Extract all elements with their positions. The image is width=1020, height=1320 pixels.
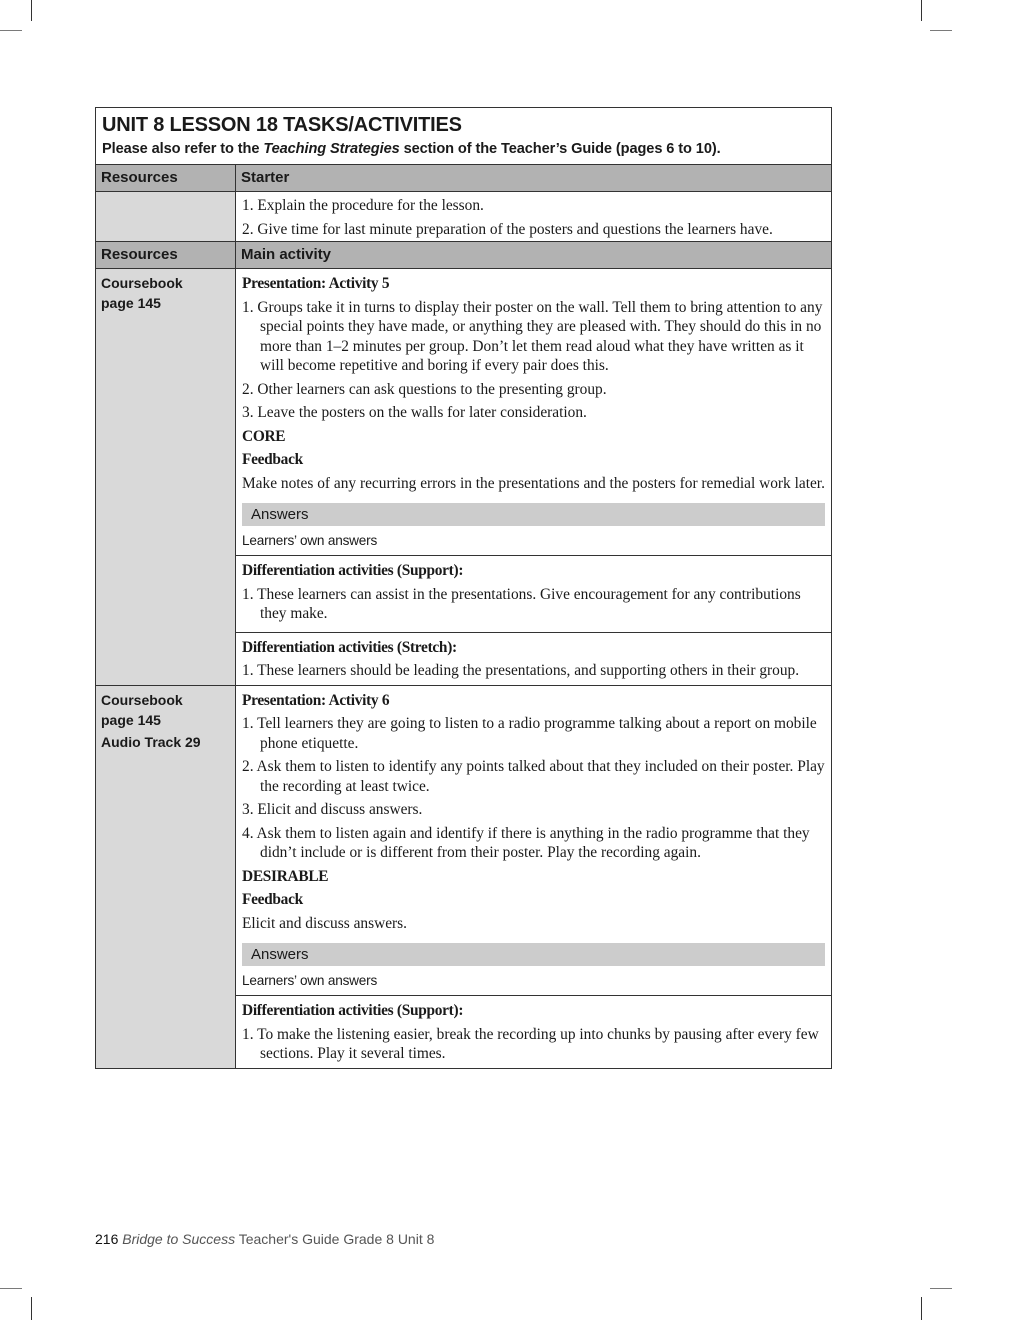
resource-item: page 145 <box>101 295 161 311</box>
level-label: DESIRABLE <box>242 867 329 885</box>
list-item: 3. Leave the posters on the walls for later consideration. <box>242 404 587 421</box>
list-item: 1. Groups take it in turns to display their poster on the wall. Tell them to bring attention to any special points they have made, or anything they are pleased with. They should do this in no more than 1–2 minutes per group. Don’t let them read aloud what they have written as it will become repetitive and boring if every pair does this. <box>242 298 823 374</box>
crop-mark <box>0 1288 22 1289</box>
list-item: 1. These learners should be leading the presentations, and supporting others in their group. <box>242 662 800 679</box>
page-number: 216 <box>95 1231 119 1247</box>
crop-mark <box>921 1297 922 1320</box>
page-subtitle <box>102 138 825 160</box>
answers-bar: Answers <box>242 503 825 526</box>
starter-header: Starter <box>241 169 290 186</box>
title-block <box>96 108 831 165</box>
page-title: UNIT 8 LESSON 18 TASKS/ACTIVITIES <box>102 114 462 136</box>
resource-item: page 145 <box>101 711 161 728</box>
feedback-label: Feedback <box>242 891 303 908</box>
support-label: Differentiation activities (Support): <box>242 562 464 579</box>
activity-heading: Presentation: Activity 6 <box>242 691 390 709</box>
list-item: 3. Elicit and discuss answers. <box>242 801 423 818</box>
list-item: 1. Tell learners they are going to listen to a radio programme talking about a report on mobile phone etiquette. <box>242 715 817 752</box>
crop-mark <box>31 0 32 21</box>
starter-header-row <box>96 165 831 192</box>
starter-block <box>236 192 831 239</box>
resources-header: Resources <box>96 165 236 191</box>
resource-item: Coursebook <box>101 275 183 291</box>
answers-text: Learners’ own answers <box>242 533 378 548</box>
footer-text: Teacher's Guide Grade 8 Unit 8 <box>235 1231 435 1247</box>
crop-mark <box>31 1297 32 1320</box>
activity-heading: Presentation: Activity 5 <box>242 275 390 292</box>
resources-header: Resources <box>96 242 236 268</box>
answers-text: Learners’ own answers <box>242 973 378 988</box>
level-label: CORE <box>242 427 286 445</box>
lesson-table <box>95 107 832 1069</box>
crop-mark <box>930 30 952 31</box>
subtitle-text: section of the Teacher’s Guide (pages 6 to 10). <box>399 141 721 157</box>
activity-6-row <box>96 686 831 1068</box>
resource-item: Coursebook <box>101 691 183 708</box>
stretch-label: Differentiation activities (Stretch): <box>242 638 457 656</box>
resource-item: Audio Track 29 <box>101 733 201 750</box>
list-item: 2. Give time for last minute preparation of the posters and questions the learners have. <box>242 220 773 238</box>
list-item: 4. Ask them to listen again and identify if there is anything in the radio programme that they didn’t include or is different from their poster. Play the recording again. <box>242 824 810 861</box>
feedback-label: Feedback <box>242 451 303 468</box>
support-block <box>236 996 831 1068</box>
main-activity-header: Main activity <box>241 246 332 263</box>
starter-row <box>96 192 831 242</box>
feedback-text: Elicit and discuss answers. <box>242 914 407 932</box>
activity-6-resources <box>96 686 236 1068</box>
crop-mark <box>921 0 922 21</box>
book-title: Bridge to Success <box>122 1231 236 1247</box>
main-header-row <box>96 242 831 269</box>
list-item: 1. Explain the procedure for the lesson. <box>242 197 484 214</box>
crop-mark <box>930 1288 952 1289</box>
list-item: 1. To make the listening easier, break the recording up into chunks by pausing after every few sections. Play it several times. <box>242 1025 819 1062</box>
support-label: Differentiation activities (Support): <box>242 1002 464 1019</box>
activity-5-block <box>236 269 831 556</box>
activity-5-resources <box>96 269 236 685</box>
subtitle-text: Please also refer to the <box>102 141 264 157</box>
list-item: 2. Other learners can ask questions to the presenting group. <box>242 380 607 398</box>
support-block <box>236 556 831 633</box>
activity-6-block <box>236 686 831 997</box>
page-footer <box>95 1231 434 1247</box>
stretch-block <box>236 633 831 685</box>
list-item: 1. These learners can assist in the presentations. Give encouragement for any contributions they make. <box>242 585 801 622</box>
list-item: 2. Ask them to listen to identify any points talked about that they included on their poster. Play the recording at least twice. <box>242 758 825 795</box>
crop-mark <box>0 30 22 31</box>
answers-bar: Answers <box>242 943 825 966</box>
starter-resources <box>96 192 236 241</box>
subtitle-italic: Teaching Strategies <box>263 141 400 157</box>
activity-5-row <box>96 269 831 686</box>
feedback-text: Make notes of any recurring errors in the presentations and the posters for remedial work later. <box>242 474 825 492</box>
